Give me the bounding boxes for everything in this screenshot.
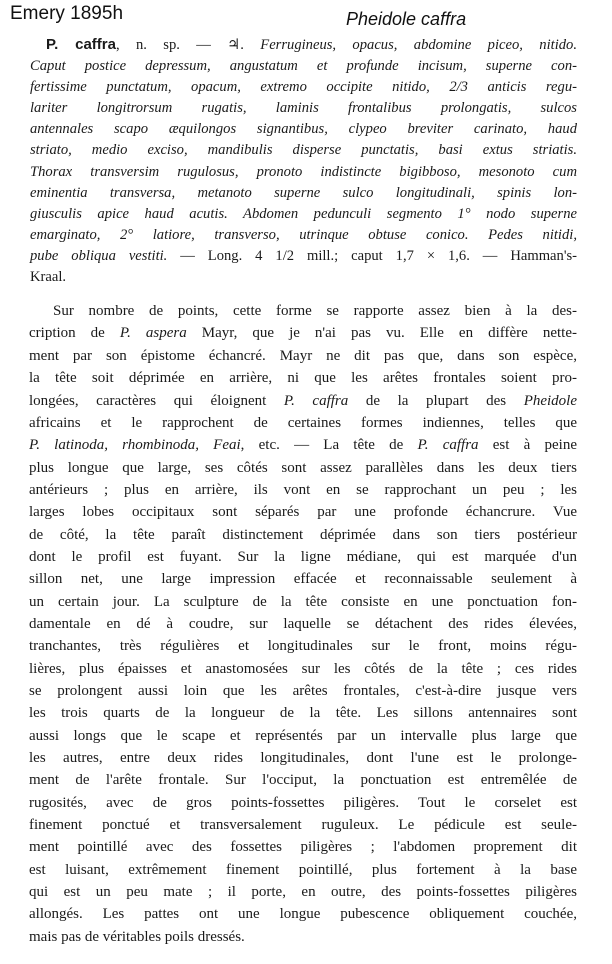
text-line: pube obliqua vestiti. — Long. 4 1/2 mill.; caput 1,7 × 1,6. — Hamman's- <box>30 247 577 264</box>
text-line: africains et le rapprochent de certaines formes indiennes, telles que <box>29 414 577 431</box>
text-line: P. latinoda, rhombinoda, Feai, etc. — La tête de P. caffra est à peine <box>29 437 577 454</box>
text-line: Thorax transversim rugulosus, pronoto indistincte bigibboso, mesonoto cum <box>30 163 577 180</box>
text-line: Sur nombre de points, cette forme se rapporte assez bien à la des- <box>53 303 577 320</box>
text-line: mais pas de véritables poils dressés. <box>29 928 245 945</box>
text-line: sillon net, une large impression effacée et reconnaissable seulement à <box>29 571 577 588</box>
text-line: damentale en dé à coudre, sur laquelle se détachent des rides élevées, <box>29 615 577 632</box>
text-line: emarginato, 2° latiore, transverso, utrinque obtuse conico. Pedes nitidi, <box>30 226 577 243</box>
text-line: rugosités, avec de gros points-fossettes piligères. Tout le corselet est <box>29 794 577 811</box>
text-line: un certain jour. La sculpture de la tête consiste en une ponctuation fon- <box>29 593 577 610</box>
text-line: aussi longs que le scape et représentés par un intervalle plus large que <box>29 727 577 744</box>
french-commentary <box>29 300 577 948</box>
text-line: giusculis apice haud acutis. Abdomen pedunculi segmento 1° nodo superne <box>30 205 577 222</box>
text-line: ment de l'arête frontale. Sur l'occiput, la ponctuation est entremêlée de <box>29 772 577 789</box>
text-line: les autres, entre deux rides longitudinales, dont l'une est le prolonge- <box>29 750 577 766</box>
text-line: tranchantes, très régulières et longitudinales sur le front, moins régu- <box>29 638 577 655</box>
text-line: la tête soit déprimée en arrière, ni que les arêtes frontales soient pro- <box>29 370 577 387</box>
text-line: Caput postice depressum, angustatum et profunde incisum, superne con- <box>30 58 577 75</box>
text-line: se prolongent aussi loin que les arêtes frontales, c'est-à-dire jusque vers <box>29 682 577 699</box>
text-line: Kraal. <box>30 269 67 286</box>
description-text <box>29 34 577 948</box>
text-line: longées, caractères qui éloignent P. caffra de la plupart des Pheidole <box>29 392 577 409</box>
citation-label: Emery 1895h <box>10 3 124 24</box>
text-line: de côté, la tête paraît distinctement déprimée dans son tiers postérieur <box>29 526 577 543</box>
text-line: lariter longitrorsum rugatis, laminis frontalibus prolongatis, sulcos <box>30 100 577 117</box>
text-line: antennales scapo æquilongos signantibus, clypeo breviter carinato, haud <box>30 121 577 138</box>
text-line: plus longue que large, ses côtés sont assez parallèles dans les deux tiers <box>29 459 577 476</box>
text-line: qui est un peu mate ; il porte, en outre, des points-fossettes piligères <box>29 884 577 901</box>
species-name: P. caffra <box>46 36 116 53</box>
text-line: fertissime punctatum, opacum, extremo occipite nitido, 2/3 anticis regu- <box>30 79 577 96</box>
text-line: ment pointillé avec des fossettes piligères ; l'abdomen proprement dit <box>29 839 577 856</box>
text-line: lières, plus épaisses et anastomosées sur les côtés de la tête ; ces rides <box>29 660 577 677</box>
text-line: P. caffra, n. sp. — ♃. Ferrugineus, opacus, abdomine piceo, nitido. <box>46 36 577 53</box>
species-title: Pheidole caffra <box>346 9 467 29</box>
text-line: finement ponctué et transversalement ruguleux. Le pédicule est seule- <box>29 817 577 834</box>
text-line: ment par son épistome échancré. Mayr ne dit pas que, dans son espèce, <box>29 347 577 364</box>
text-line: allongés. Les pattes ont une longue pubescence obliquement couchée, <box>29 906 577 923</box>
text-line: est luisant, extrêmement finement pointillé, plus fortement à la base <box>29 861 577 878</box>
text-line: antérieurs ; plus en arrière, ils vont en se rapprochant un peu ; les <box>29 481 577 498</box>
text-line: cription de P. aspera Mayr, que je n'ai pas vu. Elle en diffère nette- <box>29 325 577 342</box>
text-line: les trois quarts de la longueur de la tête. Les sillons antennaires sont <box>29 705 577 722</box>
latin-diagnosis <box>29 34 577 288</box>
text-line: striato, medio exciso, mandibulis disperse punctatis, basi extus striatis. <box>30 142 577 159</box>
text-line: eminentia transversa, metanoto superne sulco longitudinali, spinis lon- <box>30 184 577 201</box>
text-line: dont le profil est fuyant. Sur la ligne médiane, qui est marquée d'un <box>29 548 577 565</box>
text-line: larges lobes occipitaux sont séparés par une profonde échancrure. Vue <box>29 504 577 521</box>
